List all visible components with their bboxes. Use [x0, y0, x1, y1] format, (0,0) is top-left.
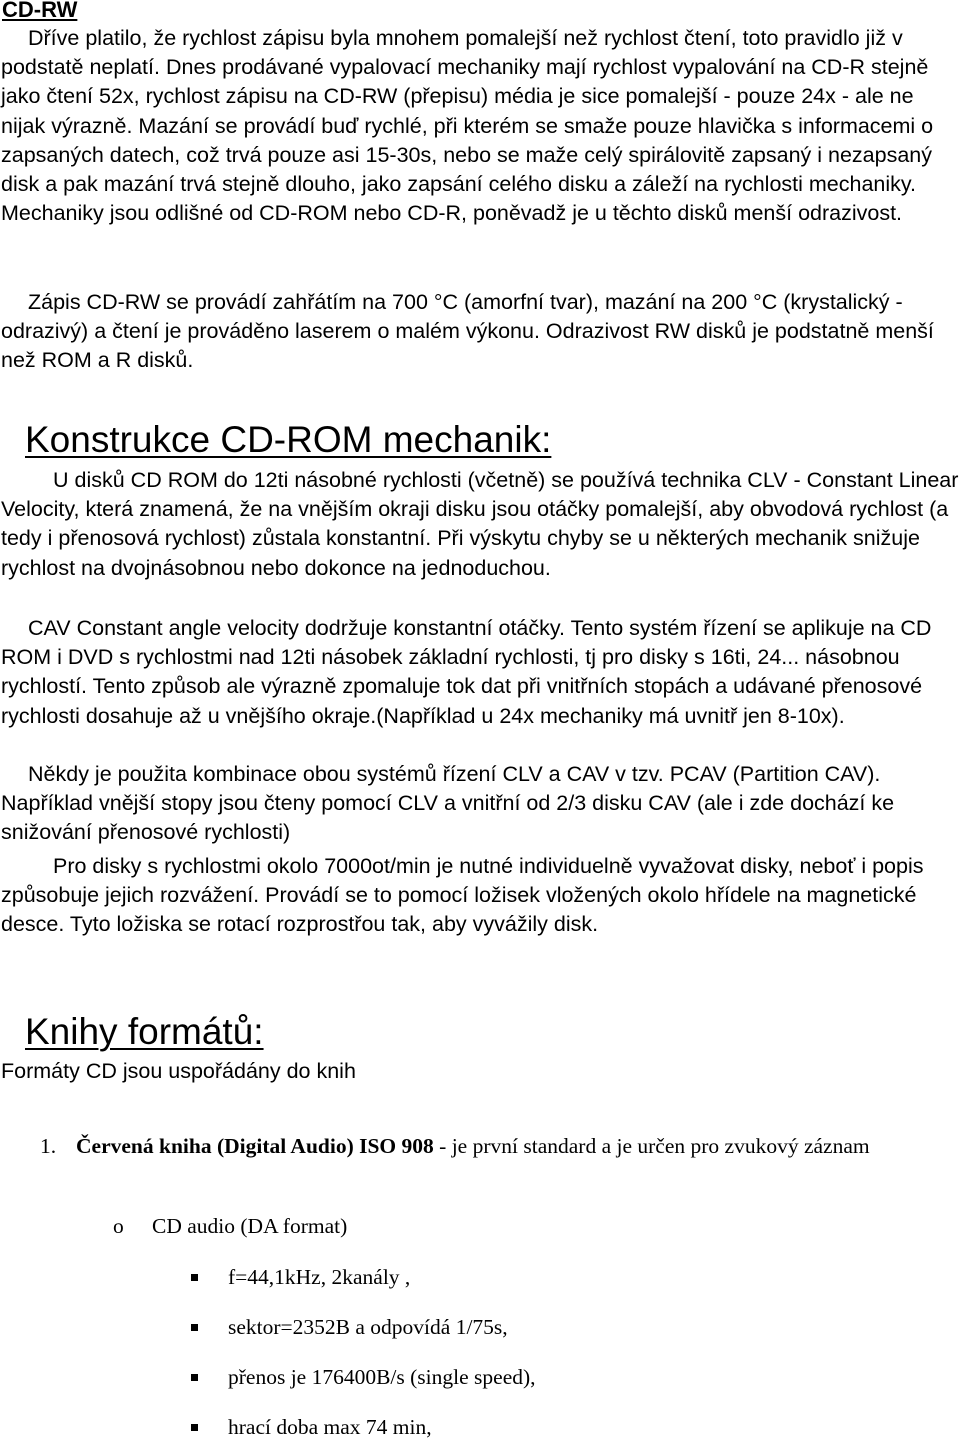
- bullet-text: f=44,1kHz, 2kanály ,: [228, 1265, 411, 1289]
- bullet-item: [191, 1313, 508, 1342]
- bullet-item: [191, 1413, 432, 1442]
- bullet-text: hrací doba max 74 min,: [228, 1415, 432, 1439]
- red-book-title: Červená kniha (Digital Audio) ISO 908: [76, 1134, 434, 1158]
- sub-item-label: CD audio (DA format): [152, 1214, 348, 1238]
- bullet-text: přenos je 176400B/s (single speed),: [228, 1365, 536, 1389]
- numbered-item-red-book: [40, 1131, 940, 1161]
- square-bullet-icon: [191, 1274, 198, 1281]
- paragraph-formaty-intro: Formáty CD jsou uspořádány do knih: [1, 1059, 356, 1083]
- heading-knihy: Knihy formátů:: [25, 1011, 264, 1052]
- paragraph-cav: CAV Constant angle velocity dodržuje konstantní otáčky. Tento systém řízení se aplikuje na CD ROM i DVD s rychlostmi nad 12ti násobek základní rychlosti, tj pro disky s 16ti, 24... násobnou rychlostí. Tento způsob ale výrazně zpomaluje tok dat při vnitřních stopách a udávané přenosové rychlosti dosahuje až u vnějšího okraje.(Například u 24x mechaniky má uvnitř jen 8-10x).: [1, 616, 932, 728]
- paragraph-clv: U disků CD ROM do 12ti násobné rychlosti (včetně) se používá technika CLV - Constant Linear Velocity, která znamená, že na vnějším okraji disku jsou otáčky pomalejší, aby obvodová rychlost (a tedy i přenosová rychlost) zůstala konstantní. Při výskytu chyby se u některých mechanik snižuje rychlost na dvojnásobnou nebo dokonce na jednoduchou.: [1, 468, 959, 580]
- section-title-cdrw: CD-RW: [2, 0, 78, 22]
- paragraph-pcav: Někdy je použita kombinace obou systémů řízení CLV a CAV v tzv. PCAV (Partition CAV). Například vnější stopy jsou čteny pomocí CLV a vnitřní od 2/3 disku CAV (ale i zde dochází ke snižování přenosové rychlosti): [1, 762, 895, 845]
- square-bullet-icon: [191, 1424, 198, 1431]
- list-item-text: [76, 1131, 940, 1161]
- bullet-item: [191, 1363, 536, 1392]
- bullet-text: sektor=2352B a odpovídá 1/75s,: [228, 1315, 508, 1339]
- paragraph-balancing: Pro disky s rychlostmi okolo 7000ot/min je nutné individuelně vyvažovat disky, neboť i popis způsobuje jejich rozvážení. Provádí se to pomocí ložisek vložených okolo hřídele na magnetické desce. Tyto ložiska se rotací rozprostřou tak, aby vyvážily disk.: [1, 854, 924, 937]
- square-bullet-icon: [191, 1374, 198, 1381]
- paragraph-cdrw-write: Zápis CD-RW se provádí zahřátím na 700 °C (amorfní tvar), mazání na 200 °C (krystalický - odrazivý) a čtení je prováděno laserem o malém výkonu. Odrazivost RW disků je podstatně menší než ROM a R disků.: [1, 290, 934, 373]
- bullet-item: [191, 1263, 410, 1292]
- circle-bullet-icon: o: [113, 1214, 124, 1238]
- sub-item-cd-audio: [113, 1212, 347, 1241]
- square-bullet-icon: [191, 1324, 198, 1331]
- paragraph-cdrw-speed: Dříve platilo, že rychlost zápisu byla mnohem pomalejší než rychlost čtení, toto pravidlo již v podstatě neplatí. Dnes prodávané vypalovací mechaniky mají rychlost vypalování na CD-R stejně jako čtení 52x, rychlost zápisu na CD-RW (přepisu) média je sice pomalejší - pouze 24x - ale ne nijak výrazně. Mazání se provádí buď rychlé, při kterém se smaže pouze hlavička s informacemi o zapsaných datech, což trvá pouze asi 15-30s, nebo se maže celý spirálovitě zapsaný i nezapsaný disk a pak mazání trvá stejně dlouho, jako zapsání celého disku a záleží na rychlosti mechaniky. Mechaniky jsou odlišné od CD-ROM nebo CD-R, poněvadž je u těchto disků menší odrazivost.: [1, 26, 934, 226]
- heading-konstrukce: Konstrukce CD-ROM mechanik:: [25, 419, 552, 460]
- list-number: 1.: [40, 1134, 57, 1158]
- red-book-description: - je první standard a je určen pro zvukový záznam: [433, 1134, 870, 1158]
